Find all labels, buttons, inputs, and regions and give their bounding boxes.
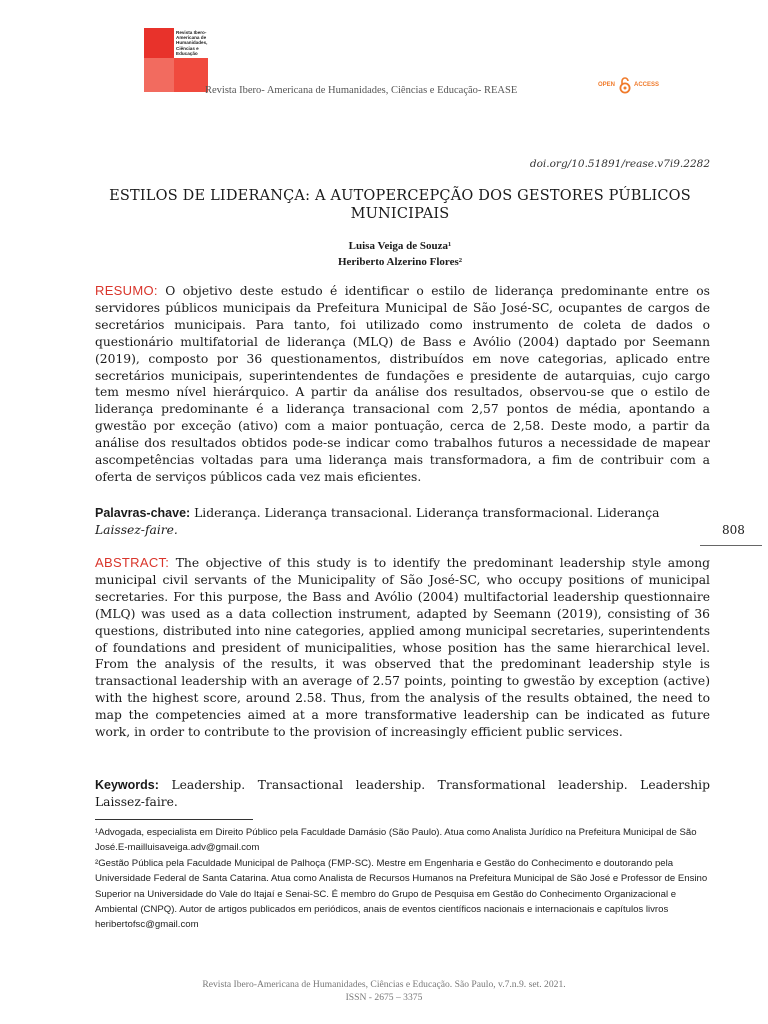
abstract-label: ABSTRACT:	[95, 555, 170, 570]
footer-citation: Revista Ibero-Americana de Humanidades, Ciências e Educação. São Paulo, v.7.n.9. set. 2021.	[202, 979, 566, 990]
resumo-text: O objetivo deste estudo é identificar o estilo de liderança predominante entre os servidores públicos municipais da Prefeitura Municipal de São José-SC, ocupantes de cargos de secretários municipais. Para tanto, foi utilizado como instrumento de coleta de dados o questionário multifatorial de liderança (MLQ) de Bass e Avólio (2004) daptado por Seemann (2019), composto por 36 questionamentos, distribuídos em nove categorias, aplicado entre secretários municipais, superintendentes de fundações e presidente de autarquias, cujo cargo tem mesmo nível hierárquico. A partir da análise dos resultados, observou-se que o estilo de liderança predominante é a liderança transacional com 2,57 pontos de média, apontando a gwestão por exceção (ativo) com a maior pontuação, cerca de 2,58. Deste modo, a partir da análise dos resultados obtidos pode-se indicar como trabalhos futuros a necessidade de mapear ascompetências voltadas para uma liderança mais transformadora, a fim de contribuir com a oferta de serviços públicos cada vez mais eficientes.	[95, 284, 710, 484]
resumo-section	[95, 283, 710, 486]
resumo-label: RESUMO:	[95, 283, 158, 298]
page-footer	[0, 978, 768, 1004]
logo-square-bottom-left	[144, 58, 174, 92]
keywords-text: Leadership. Transactional leadership. Transformational leadership. Leadership Laissez-faire.	[95, 778, 710, 809]
author-list	[100, 238, 700, 270]
author-2: Heriberto Alzerino Flores²	[337, 256, 463, 268]
logo-square-top	[144, 28, 174, 58]
keywords-section	[95, 777, 710, 811]
paper-title: ESTILOS DE LIDERANÇA: A AUTOPERCEPÇÃO DOS GESTORES PÚBLICOS MUNICIPAIS	[109, 188, 691, 222]
open-access-left: OPEN	[598, 82, 616, 88]
logo-square-bottom-right	[174, 58, 208, 92]
abstract-section	[95, 555, 710, 741]
footnote-divider	[95, 819, 253, 820]
logo-text: Revista Ibero-Americana de Humanidades, Ciências e Educação	[176, 30, 208, 56]
palavras-chave-section	[95, 505, 710, 539]
keywords-label: Keywords:	[95, 778, 159, 792]
doi-link[interactable]: doi.org/10.51891/rease.v7i9.2282	[529, 158, 710, 170]
journal-name: Revista Ibero- Americana de Humanidades, Ciências e Educação- REASE	[205, 85, 518, 96]
palavras-chave-label: Palavras-chave:	[95, 506, 191, 520]
footnote-1: ¹Advogada, especialista em Direito Público pela Faculdade Damásio (São Paulo). Atua como Analista Jurídico na Prefeitura Municipal de São José.E-mailluisaveiga.adv@gmail.com	[95, 827, 697, 854]
page-number-rule	[700, 545, 762, 546]
abstract-text: The objective of this study is to identify the predominant leadership style among municipal civil servants of the Municipality of São José-SC, who occupy positions of municipal secretaries. For this purpose, the Bass and Avólio (2004) multifactorial leadership questionnaire (MLQ) was used as a data collection instrument, adapted by Seemann (2019), consisting of 36 questions, distributed into nine categories, applied among municipal secretaries, superintendents of foundations and president of municipalities, whose position has the same hierarchical level. From the analysis of the results, it was observed that the predominant leadership style is transactional leadership with an average of 2.57 points, pointing to gwestão by exception (active) with the highest score, around 2.58. Thus, from the analysis of the results obtained, the need to map the competencies aimed at a more transformative leadership can be indicated as future work, in order to contribute to the provision of increasingly efficient public services.	[95, 556, 710, 740]
open-access-right: ACCESS	[634, 82, 660, 88]
palavras-chave-text: Liderança. Liderança transacional. Liderança transformacional. Liderança	[194, 506, 660, 520]
footnotes	[95, 825, 710, 933]
page-number: 808	[722, 523, 745, 537]
footer-issn: ISSN - 2675 – 3375	[345, 992, 423, 1003]
footnote-2: ²Gestão Pública pela Faculdade Municipal de Palhoça (FMP-SC). Mestre em Engenharia e Gestão do Conhecimento e doutorando pela Universidade Federal de Santa Catarina. Atua como Analista de Recursos Humanos na Prefeitura Municipal de São José e Professor de Ensino Superior na Universidade do Vale do Itajaí e Senai-SC. É membro do Grupo de Pesquisa em Gestão do Conhecimento Organizacional e Ambiental (CNPQ). Autor de artigos publicados em periódicos, anais de eventos científicos nacionais e internacionais e capítulos livros heribertofsc@gmail.com	[95, 857, 708, 931]
open-access-badge	[598, 76, 664, 96]
palavras-chave-italic: Laissez-faire.	[95, 522, 178, 537]
open-access-lock-icon	[619, 76, 631, 94]
author-1: Luisa Veiga de Souza¹	[348, 240, 452, 252]
